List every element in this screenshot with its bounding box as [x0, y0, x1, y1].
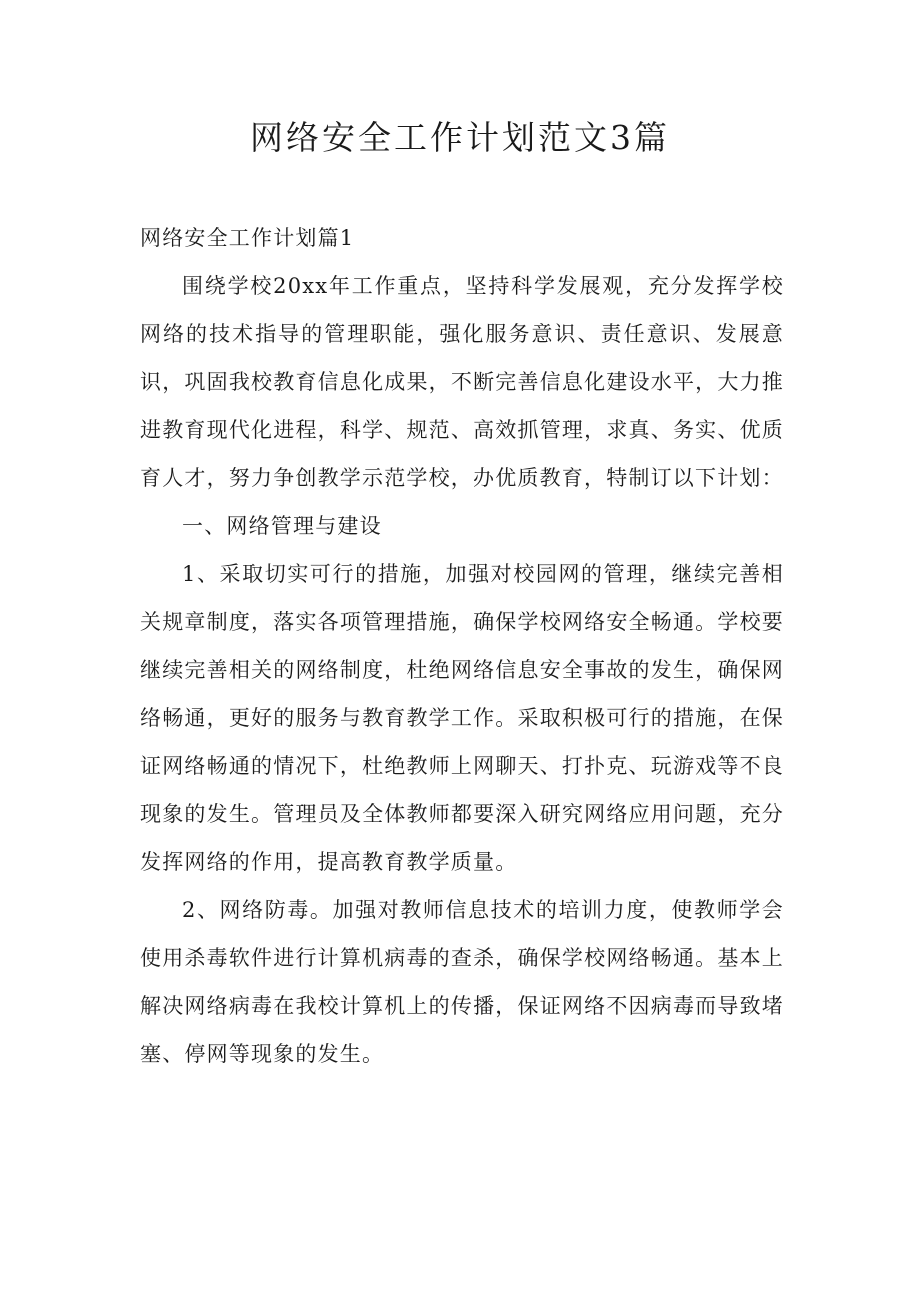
- paragraph-item-2: 2、网络防毒。加强对教师信息技术的培训力度，使教师学会使用杀毒软件进行计算机病毒的查杀，确保学校网络畅通。基本上解决网络病毒在我校计算机上的传播，保证网络不因病毒而导致堵塞、停网等现象的发生。: [140, 898, 784, 1066]
- paragraph-item-1: 1、采取切实可行的措施，加强对校园网的管理，继续完善相关规章制度，落实各项管理措施，确保学校网络安全畅通。学校要继续完善相关的网络制度，杜绝网络信息安全事故的发生，确保网络畅通，更好的服务与教育教学工作。采取积极可行的措施，在保证网络畅通的情况下，杜绝教师上网聊天、打扑克、玩游戏等不良现象的发生。管理员及全体教师都要深入研究网络应用问题，充分发挥网络的作用，提高教育教学质量。: [140, 562, 784, 874]
- intro-paragraph: 围绕学校20xx年工作重点，坚持科学发展观，充分发挥学校网络的技术指导的管理职能，强化服务意识、责任意识、发展意识，巩固我校教育信息化成果，不断完善信息化建设水平，大力推进教育现代化进程，科学、规范、高效抓管理，求真、务实、优质育人才，努力争创教学示范学校，办优质教育，特制订以下计划：: [140, 274, 784, 490]
- document-title: 网络安全工作计划范文3篇: [250, 118, 670, 157]
- subheading-network-management: 一、网络管理与建设: [182, 514, 382, 538]
- section-heading: 网络安全工作计划篇1: [140, 226, 355, 250]
- document-body: [140, 214, 784, 1078]
